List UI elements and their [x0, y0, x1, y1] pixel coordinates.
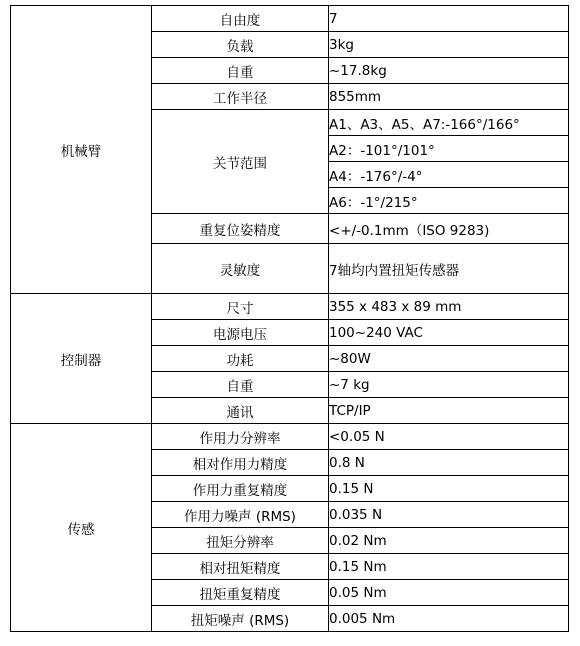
value-cell: 0.8 N	[329, 450, 569, 476]
value-cell: 0.15 N	[329, 476, 569, 502]
group-label: 传感	[11, 424, 152, 632]
value-cell: A4：-176°/-4°	[329, 162, 569, 188]
table-row	[11, 294, 569, 320]
param-label: 自重	[152, 372, 329, 398]
param-label: 功耗	[152, 346, 329, 372]
group-label: 机械臂	[11, 6, 152, 294]
value-cell: 100~240 VAC	[329, 320, 569, 346]
param-label: 作用力噪声 (RMS)	[152, 502, 329, 528]
value-cell: <+/-0.1mm（ISO 9283)	[329, 214, 569, 244]
param-label: 自重	[152, 58, 329, 84]
param-label: 作用力重复精度	[152, 476, 329, 502]
table-row	[11, 424, 569, 450]
param-label: 扭矩重复精度	[152, 580, 329, 606]
value-cell: ~80W	[329, 346, 569, 372]
value-cell: A1、A3、A5、A7:-166°/166°	[329, 110, 569, 136]
value-cell: A6：-1°/215°	[329, 188, 569, 214]
value-cell: 855mm	[329, 84, 569, 110]
value-cell: <0.05 N	[329, 424, 569, 450]
value-cell: ~7 kg	[329, 372, 569, 398]
param-label: 相对作用力精度	[152, 450, 329, 476]
param-label: 灵敏度	[152, 244, 329, 294]
value-cell: 7	[329, 6, 569, 32]
param-label: 尺寸	[152, 294, 329, 320]
param-label: 关节范围	[152, 110, 329, 214]
spec-table	[10, 5, 569, 632]
param-label: 负载	[152, 32, 329, 58]
value-cell: A2：-101°/101°	[329, 136, 569, 162]
value-cell: TCP/IP	[329, 398, 569, 424]
value-cell: 355 x 483 x 89 mm	[329, 294, 569, 320]
value-cell: 7轴均内置扭矩传感器	[329, 244, 569, 294]
value-cell: 0.035 N	[329, 502, 569, 528]
param-label: 作用力分辨率	[152, 424, 329, 450]
value-cell: 0.05 Nm	[329, 580, 569, 606]
param-label: 扭矩噪声 (RMS)	[152, 606, 329, 632]
param-label: 自由度	[152, 6, 329, 32]
param-label: 电源电压	[152, 320, 329, 346]
param-label: 扭矩分辨率	[152, 528, 329, 554]
param-label: 相对扭矩精度	[152, 554, 329, 580]
param-label: 重复位姿精度	[152, 214, 329, 244]
value-cell: 0.02 Nm	[329, 528, 569, 554]
value-cell: 0.005 Nm	[329, 606, 569, 632]
value-cell: 0.15 Nm	[329, 554, 569, 580]
value-cell: ~17.8kg	[329, 58, 569, 84]
group-label: 控制器	[11, 294, 152, 424]
param-label: 工作半径	[152, 84, 329, 110]
value-cell: 3kg	[329, 32, 569, 58]
param-label: 通讯	[152, 398, 329, 424]
table-row	[11, 6, 569, 32]
